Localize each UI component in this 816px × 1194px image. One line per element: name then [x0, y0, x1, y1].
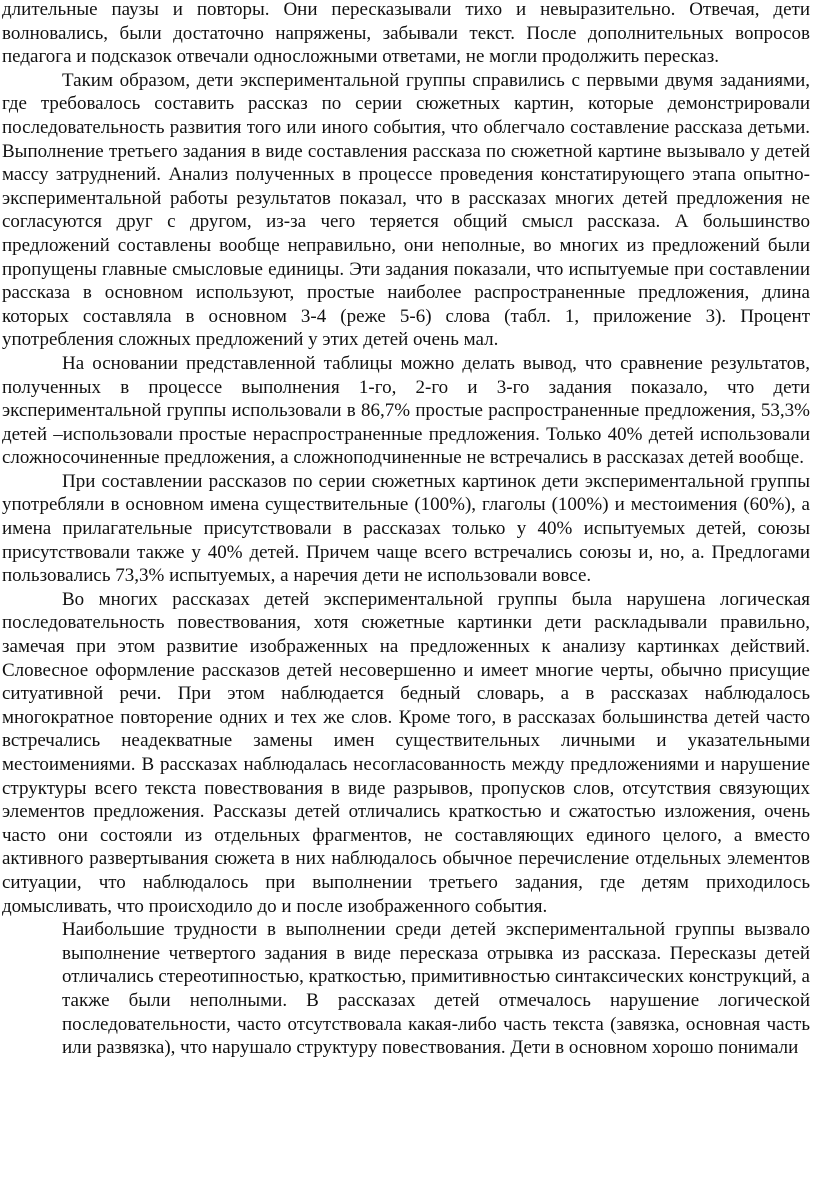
paragraph: Таким образом, дети экспериментальной группы справились с первыми двумя заданиями, где требовалось составить рассказ по серии сюжетных картин, которые демонстрировали последовательность развития того или иного события, что облегчало составление рассказа детьми. Выполнение третьего задания в виде составления рассказа по сюжетной картине вызывало у детей массу затруднений. Анализ полученных в процессе проведения констатирующего этапа опытно-экспериментальной работы результатов показал, что в рассказах многих детей предложения не согласуются друг с другом, из-за чего теряется общий смысл рассказа. А большинство предложений составлены вообще неправильно, они неполные, во многих из предложений были пропущены главные смысловые единицы. Эти задания показали, что испытуемые при составлении рассказа в основном используют, простые наиболее распространенные предложения, длина которых составляла в основном 3-4 (реже 5-6) слова (табл. 1, приложение 3). Процент употребления сложных предложений у этих детей очень мал. — [2, 69, 810, 351]
document-body — [2, 0, 810, 1060]
paragraph: При составлении рассказов по серии сюжетных картинок дети экспериментальной группы употребляли в основном имена существительные (100%), глаголы (100%) и местоимения (60%), а имена прилагательные присутствовали в рассказах только у 40% испытуемых детей, союзы присутствовали также у 40% детей. Причем чаще всего встречались союзы и, но, а. Предлогами пользовались 73,3% испытуемых, а наречия дети не использовали вовсе. — [2, 470, 810, 587]
paragraph: Во многих рассказах детей экспериментальной группы была нарушена логическая последовательность повествования, хотя сюжетные картинки дети раскладывали правильно, замечая при этом развитие изображенных на предложенных к анализу картинках действий. Словесное оформление рассказов детей несовершенно и имеет многие черты, обычно присущие ситуативной речи. При этом наблюдается бедный словарь, а в рассказах наблюдалось многократное повторение одних и тех же слов. Кроме того, в рассказах большинства детей часто встречались неадекватные замены имен существительных личными и указательными местоимениями. В рассказах наблюдалась несогласованность между предложениями и нарушение структуры всего текста повествования в виде разрывов, пропусков слов, отсутствия связующих элементов предложения. Рассказы детей отличались краткостью и сжатостью изложения, очень часто они состояли из отдельных фрагментов, не составляющих единого целого, а вместо активного развертывания сюжета в них наблюдалось обычное перечисление отдельных элементов ситуации, что наблюдалось при выполнении третьего задания, где детям приходилось домысливать, что происходило до и после изображенного события. — [2, 588, 810, 917]
paragraph-continuation: длительные паузы и повторы. Они пересказывали тихо и невыразительно. Отвечая, дети волновались, были достаточно напряжены, забывали текст. После дополнительных вопросов педагога и подсказок отвечали односложными ответами, не могли продолжить пересказ. — [2, 0, 810, 68]
paragraph: На основании представленной таблицы можно делать вывод, что сравнение результатов, полученных в процессе выполнения 1-го, 2-го и 3-го задания показало, что дети экспериментальной группы использовали в 86,7% простые распространенные предложения, 53,3% детей –использовали простые нераспространенные предложения. Только 40% детей использовали сложносочиненные предложения, а сложноподчиненные не встречались в рассказах детей вообще. — [2, 352, 810, 469]
paragraph-indented-block: Наибольшие трудности в выполнении среди детей экспериментальной группы вызвало выполнение четвертого задания в виде пересказа отрывка из рассказа. Пересказы детей отличались стереотипностью, краткостью, примитивностью синтаксических конструкций, а также были неполными. В рассказах детей отмечалось нарушение логической последовательности, часто отсутствовала какая-либо часть текста (завязка, основная часть или развязка), что нарушало структуру повествования. Дети в основном хорошо понимали — [62, 919, 810, 1059]
